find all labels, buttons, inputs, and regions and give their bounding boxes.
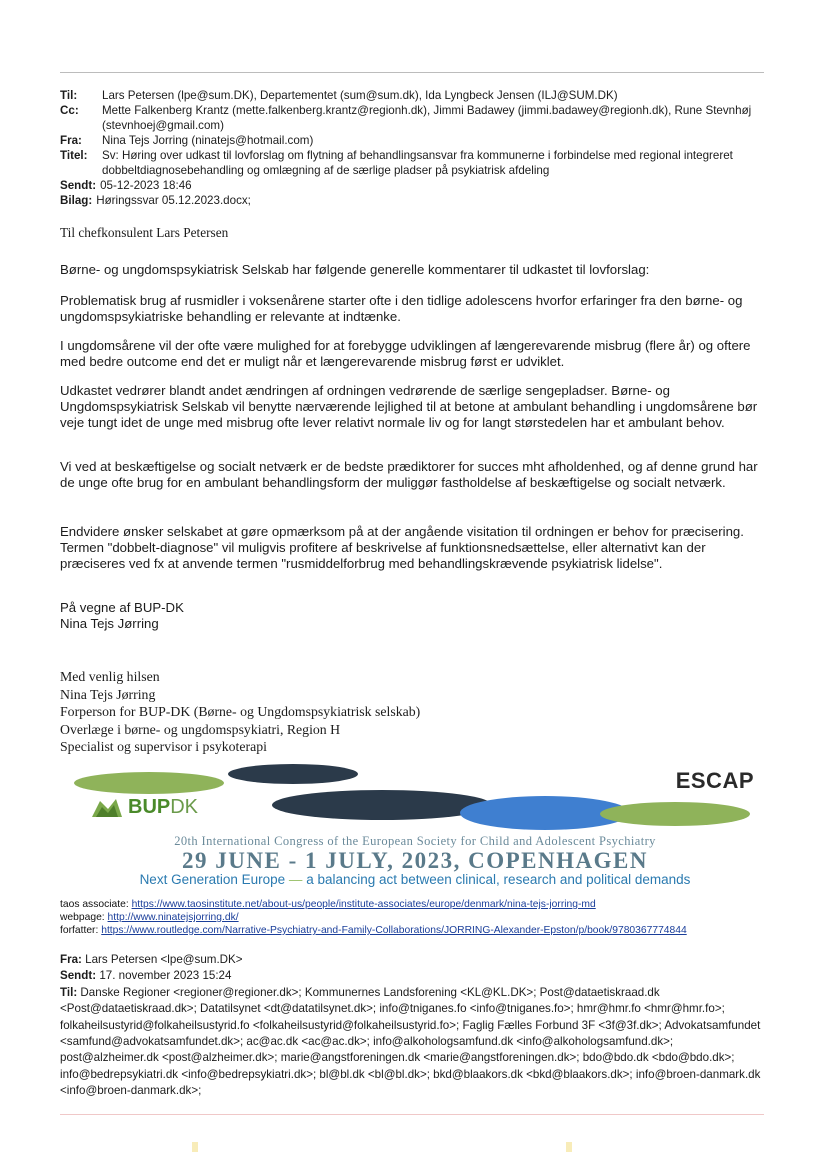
signature-name: Nina Tejs Jørring — [60, 686, 156, 702]
to-label: Til: — [60, 89, 78, 102]
header-sent-row — [60, 178, 766, 193]
fwd-to-row — [60, 985, 766, 1100]
header-cc-row — [60, 103, 766, 133]
paragraph-text: Vi ved at beskæftigelse og socialt netværk er de bedste prædiktorer for succes mht afholdenhed, og af denne grund har de unge ofte brug for en ambulant behandlingsform der muliggør fastholdelse af beskæftigelse og socialt netværk. — [60, 459, 758, 490]
signature — [60, 668, 420, 756]
navy-blob-center — [272, 790, 492, 820]
taos-link[interactable]: https://www.taosinstitute.net/about-us/people/institute-associates/europe/denmark/nina-tejs-jorring-md — [131, 899, 596, 910]
body-paragraph-2 — [60, 293, 766, 325]
body-paragraph-3 — [60, 338, 766, 370]
header-to-row — [60, 88, 766, 103]
header-from-row — [60, 133, 766, 148]
escap-congress-banner — [60, 758, 760, 890]
bottom-divider — [60, 1114, 764, 1115]
closing — [60, 600, 766, 632]
subject-label: Titel: — [60, 149, 88, 162]
signature-title: Forperson for BUP-DK (Børne- og Ungdomspsykiatrisk selskab) — [60, 704, 421, 719]
closing-on-behalf: På vegne af BUP-DK — [60, 600, 184, 615]
bupdk-wordmark — [128, 796, 198, 819]
header-subject-row — [60, 148, 766, 178]
fwd-sent-label: Sendt: — [60, 969, 97, 983]
paragraph-text: Børne- og ungdomspsykiatrisk Selskab har følgende generelle kommentarer til udkastet til lovforslag: — [60, 262, 650, 277]
body-paragraph-1 — [60, 262, 766, 278]
signature-specialty: Specialist og supervisor i psykoterapi — [60, 739, 267, 754]
green-blob-right — [600, 802, 750, 826]
signature-line: Med venlig hilsen — [60, 669, 160, 684]
taos-row — [60, 898, 687, 911]
webpage-link[interactable]: http://www.ninatejsjorring.dk/ — [107, 912, 239, 923]
scan-artifact — [192, 1142, 198, 1152]
signature-links — [60, 898, 687, 937]
signature-role: Overlæge i børne- og ungdomspsykiatri, Region H — [60, 721, 341, 737]
sent-label: Sendt: — [60, 179, 97, 192]
fwd-from-label: Fra: — [60, 953, 82, 966]
escap-logo: ESCAP — [675, 768, 754, 793]
paragraph-text: Problematisk brug af rusmidler i voksenårene starter ofte i den tidlige adolescens hvorfor erfaringer fra den børne- og ungdomspsykiatriske behandling er relevante at indtænke. — [60, 293, 743, 324]
bupdk-logo — [90, 796, 198, 819]
body-paragraph-4 — [60, 383, 766, 431]
webpage-label: webpage: — [60, 912, 105, 923]
body-paragraph-6 — [60, 524, 766, 572]
cc-label: Cc: — [60, 104, 79, 117]
fwd-sent-row — [60, 968, 766, 984]
paragraph-text: Endvidere ønsker selskabet at gøre opmærksom på at der angående visitation til ordningen er behov for præcisering. Termen "dobbelt-diagnose" vil muligvis profitere af beskrivelse af funktionsnedsættelse, eller alternativt kan der præciseres ved fx at anvende termen "rusmiddelforbrug med behandlingskrævende psykiatrisk lidelse". — [60, 524, 744, 571]
author-link[interactable]: https://www.routledge.com/Narrative-Psychiatry-and-Family-Collaborations/JORRING-Alexander-Epston/p/book/9780367774844 — [101, 925, 687, 936]
header-attach-row — [60, 193, 766, 208]
body-paragraph-5 — [60, 459, 766, 491]
bup-text: BUP — [128, 796, 171, 818]
email-header — [60, 88, 766, 208]
taos-label: taos associate: — [60, 899, 129, 910]
sent-value: 05-12-2023 18:46 — [100, 179, 192, 192]
paragraph-text: Udkastet vedrører blandt andet ændringen af ordningen vedrørende de særlige sengepladser. Børne- og Ungdomspsykiatrisk Selskab vil benytte nærværende lejlighed til at betone at ambulant behandling i ungdomsårene bør veje tungt idet de unge med misbrug ofte lever relativt normale liv og for langt størstedelen har et ambulant behov. — [60, 383, 758, 430]
tagline-part-2: a balancing act between clinical, research and political demands — [306, 872, 691, 887]
tagline-dash: — — [288, 872, 303, 887]
navy-blob-top — [228, 764, 358, 784]
author-row — [60, 924, 687, 937]
scan-artifact — [566, 1142, 572, 1152]
webpage-row — [60, 911, 687, 924]
from-label: Fra: — [60, 134, 82, 147]
attach-label: Bilag: — [60, 194, 93, 207]
top-divider — [60, 72, 764, 73]
fwd-from-value: Lars Petersen <lpe@sum.DK> — [85, 953, 243, 966]
congress-dates: 29 JUNE - 1 JULY, 2023, COPENHAGEN — [182, 848, 648, 873]
bupdk-mark-icon — [90, 797, 124, 819]
dk-text: DK — [170, 796, 199, 818]
forwarded-message-header — [60, 952, 766, 1100]
to-value: Lars Petersen (lpe@sum.DK), Departementet (sum@sum.dk), Ida Lyngbeck Jensen (ILJ@SUM.DK) — [102, 89, 618, 102]
congress-title: 20th International Congress of the European Society for Child and Adolescent Psychiatry — [174, 834, 656, 848]
author-label: forfatter: — [60, 925, 99, 936]
subject-value: Sv: Høring over udkast til lovforslag om flytning af behandlingsansvar fra kommunerne i forbindelse med regional integreret dobbeltdiagnosebehandling og omlægning af de særlige pladser på psykiatrisk afdeling — [102, 149, 733, 177]
congress-tagline — [70, 872, 760, 887]
fwd-to-value: Danske Regioner <regioner@regioner.dk>; Kommunernes Landsforening <KL@KL.DK>; Post@dataetiskraad.dk <Post@dataetiskraad.dk>; Datatilsynet <dt@datatilsynet.dk>; info@tniganes.fo <info@tniganes.fo>; hmr@hmr.fo <hmr@hmr.fo>; folkaheilsustyrid@folkaheilsustyrid.fo <folkaheilsustyrid@folkaheilsustyrid.fo>; Faglig Fælles Forbund 3F <3f@3f.dk>; Advokatsamfundet <samfund@advokatsamfundet.dk>; ac@ac.dk <ac@ac.dk>; info@alkohologsamfund.dk <info@alkohologsamfund.dk>; post@alzheimer.dk <post@alzheimer.dk>; marie@angstforeningen.dk <marie@angstforeningen.dk>; bdo@bdo.dk <bdo@bdo.dk>; info@bedrepsykiatri.dk <info@bedrepsykiatri.dk>; bl@bl.dk <bl@bl.dk>; bkd@blaakors.dk <bkd@blaakors.dk>; info@broen-danmark.dk <info@broen-danmark.dk>; — [60, 985, 761, 1098]
fwd-to-label: Til: — [60, 985, 78, 999]
attach-value: Høringssvar 05.12.2023.docx; — [96, 194, 251, 207]
tagline-part-1: Next Generation Europe — [139, 872, 286, 887]
paragraph-text: I ungdomsårene vil der ofte være mulighed for at forebygge udviklingen af længerevarende misbrug (flere år) og oftere med bedre outcome end det er muligt når et længerevarende misbrug først er udviklet. — [60, 338, 751, 369]
closing-name: Nina Tejs Jørring — [60, 616, 159, 631]
fwd-sent-value: 17. november 2023 15:24 — [99, 969, 232, 983]
cc-value: Mette Falkenberg Krantz (mette.falkenberg.krantz@regionh.dk), Jimmi Badawey (jimmi.badawey@regionh.dk), Rune Stevnhøj (stevnhoej@gmail.com) — [102, 104, 752, 132]
from-value: Nina Tejs Jorring (ninatejs@hotmail.com) — [102, 134, 314, 147]
green-blob-left — [74, 772, 224, 794]
fwd-from-row — [60, 952, 766, 968]
greeting: Til chefkonsulent Lars Petersen — [60, 225, 229, 240]
